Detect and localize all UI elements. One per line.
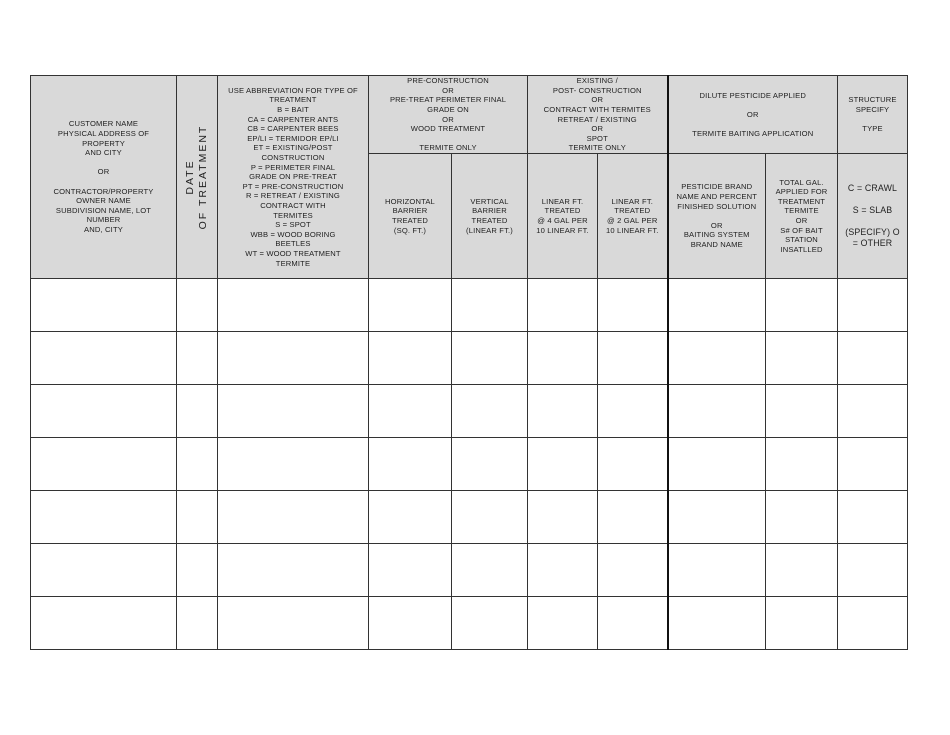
structure-type-cell[interactable] <box>838 438 908 491</box>
treatment-type-cell[interactable] <box>218 385 369 438</box>
date-cell[interactable] <box>177 597 218 650</box>
table-row <box>31 332 908 385</box>
pesticide-brand-cell[interactable] <box>668 491 766 544</box>
table-row <box>31 385 908 438</box>
customer-header-text: CUSTOMER NAME PHYSICAL ADDRESS OF PROPERTY AND CITY OR CONTRACTOR/PROPERTY OWNER NAME SUBDIVISION NAME, LOT NUMBER AND, CITY <box>53 119 154 234</box>
table-row <box>31 597 908 650</box>
date-cell[interactable] <box>177 279 218 332</box>
total-gallons-header-text: TOTAL GAL. APPLIED FOR TREATMENT TERMITE OR S# OF BAIT STATION INSATLLED <box>775 177 828 254</box>
date-header <box>177 76 218 279</box>
structure-type-cell[interactable] <box>838 385 908 438</box>
pesticide-brand-cell[interactable] <box>668 332 766 385</box>
dilute-pesticide-header <box>668 76 838 154</box>
pesticide-brand-header-text: PESTICIDE BRAND NAME AND PERCENT FINISHED SOLUTION OR BAITING SYSTEM BRAND NAME <box>676 182 757 249</box>
structure-type-cell[interactable] <box>838 491 908 544</box>
horizontal-barrier-header-text: HORIZONTAL BARRIER TREATED (SQ. FT.) <box>385 196 435 235</box>
linear-ft-2gal-header <box>598 154 668 279</box>
date-cell[interactable] <box>177 332 218 385</box>
vertical-barrier-header <box>452 154 528 279</box>
customer-cell[interactable] <box>31 438 177 491</box>
vertical-barrier-cell[interactable] <box>452 332 528 385</box>
entry-rows <box>31 279 908 650</box>
total-gallons-cell[interactable] <box>766 332 838 385</box>
linear-ft-2gal-cell[interactable] <box>598 385 668 438</box>
linear-ft-4gal-cell[interactable] <box>528 491 598 544</box>
table-row <box>31 279 908 332</box>
pesticide-brand-cell[interactable] <box>668 544 766 597</box>
pesticide-brand-cell[interactable] <box>668 385 766 438</box>
vertical-barrier-cell[interactable] <box>452 438 528 491</box>
linear-ft-4gal-header <box>528 154 598 279</box>
customer-cell[interactable] <box>31 491 177 544</box>
date-cell[interactable] <box>177 544 218 597</box>
horizontal-barrier-cell[interactable] <box>369 385 452 438</box>
customer-cell[interactable] <box>31 544 177 597</box>
vertical-barrier-cell[interactable] <box>452 385 528 438</box>
pre-construction-header-text: PRE-CONSTRUCTION OR PRE-TREAT PERIMETER FINAL GRADE ON OR WOOD TREATMENT TERMITE ONLY <box>389 76 507 153</box>
linear-ft-4gal-header-text: LINEAR FT. TREATED @ 4 GAL PER 10 LINEAR FT. <box>536 196 589 235</box>
structure-type-cell[interactable] <box>838 279 908 332</box>
linear-ft-2gal-header-text: LINEAR FT. TREATED @ 2 GAL PER 10 LINEAR FT. <box>605 196 659 235</box>
customer-cell[interactable] <box>31 385 177 438</box>
horizontal-barrier-cell[interactable] <box>369 438 452 491</box>
linear-ft-2gal-cell[interactable] <box>598 597 668 650</box>
abbreviation-header <box>218 76 369 279</box>
linear-ft-4gal-cell[interactable] <box>528 597 598 650</box>
horizontal-barrier-cell[interactable] <box>369 491 452 544</box>
linear-ft-4gal-cell[interactable] <box>528 438 598 491</box>
treatment-type-cell[interactable] <box>218 491 369 544</box>
horizontal-barrier-cell[interactable] <box>369 279 452 332</box>
abbreviation-header-text: USE ABBREVIATION FOR TYPE OF TREATMENT B = BAIT CA = CARPENTER ANTS CB = CARPENTER BEES EP/LI = TERMIDOR EP/LI ET = EXISTING/POST CONSTRUCTION P = PERIMETER FINAL GRADE ON PRE-TREAT PT = PRE-CONSTRUCTION R = RETREAT / EXISTING CONTRACT WITH TERMITES S = SPOT WBB = WOOD BORING BEETLES WT = WOOD TREATMENT TERMITE <box>228 85 358 268</box>
vertical-barrier-cell[interactable] <box>452 279 528 332</box>
linear-ft-4gal-cell[interactable] <box>528 544 598 597</box>
linear-ft-2gal-cell[interactable] <box>598 491 668 544</box>
total-gallons-header <box>766 154 838 279</box>
structure-type-cell[interactable] <box>838 544 908 597</box>
date-cell[interactable] <box>177 385 218 438</box>
vertical-barrier-cell[interactable] <box>452 544 528 597</box>
structure-types-header-text: C = CRAWL S = SLAB (SPECIFY) O = OTHER <box>845 183 900 248</box>
structure-types-header <box>838 154 908 279</box>
date-cell[interactable] <box>177 438 218 491</box>
treatment-type-cell[interactable] <box>218 597 369 650</box>
total-gallons-cell[interactable] <box>766 544 838 597</box>
customer-cell[interactable] <box>31 597 177 650</box>
treatment-type-cell[interactable] <box>218 438 369 491</box>
treatment-type-cell[interactable] <box>218 279 369 332</box>
total-gallons-cell[interactable] <box>766 597 838 650</box>
customer-cell[interactable] <box>31 332 177 385</box>
existing-header <box>528 76 668 154</box>
pesticide-brand-cell[interactable] <box>668 279 766 332</box>
total-gallons-cell[interactable] <box>766 438 838 491</box>
pesticide-brand-cell[interactable] <box>668 597 766 650</box>
horizontal-barrier-cell[interactable] <box>369 332 452 385</box>
customer-cell[interactable] <box>31 279 177 332</box>
table-row <box>31 544 908 597</box>
customer-header <box>31 76 177 279</box>
linear-ft-4gal-cell[interactable] <box>528 279 598 332</box>
horizontal-barrier-cell[interactable] <box>369 544 452 597</box>
structure-header-text: STRUCTURE SPECIFY TYPE <box>848 95 897 134</box>
linear-ft-2gal-cell[interactable] <box>598 279 668 332</box>
linear-ft-4gal-cell[interactable] <box>528 332 598 385</box>
horizontal-barrier-cell[interactable] <box>369 597 452 650</box>
vertical-barrier-cell[interactable] <box>452 491 528 544</box>
treatment-type-cell[interactable] <box>218 332 369 385</box>
table-row <box>31 491 908 544</box>
linear-ft-2gal-cell[interactable] <box>598 332 668 385</box>
dilute-pesticide-header-text: DILUTE PESTICIDE APPLIED OR TERMITE BAITING APPLICATION <box>692 90 814 138</box>
structure-header <box>838 76 908 154</box>
vertical-barrier-header-text: VERTICAL BARRIER TREATED (LINEAR FT.) <box>466 196 513 235</box>
vertical-barrier-cell[interactable] <box>452 597 528 650</box>
total-gallons-cell[interactable] <box>766 385 838 438</box>
total-gallons-cell[interactable] <box>766 491 838 544</box>
treatment-type-cell[interactable] <box>218 544 369 597</box>
horizontal-barrier-header <box>369 154 452 279</box>
date-cell[interactable] <box>177 491 218 544</box>
linear-ft-2gal-cell[interactable] <box>598 438 668 491</box>
treatment-record-table <box>30 75 908 650</box>
pesticide-brand-cell[interactable] <box>668 438 766 491</box>
structure-type-cell[interactable] <box>838 332 908 385</box>
termite-treatment-record-form <box>30 75 907 651</box>
existing-header-text: EXISTING / POST- CONSTRUCTION OR CONTRACT WITH TERMITES RETREAT / EXISTING OR SPOT TERMITE ONLY <box>543 76 651 153</box>
table-row <box>31 438 908 491</box>
total-gallons-cell[interactable] <box>766 279 838 332</box>
pesticide-brand-header <box>668 154 766 279</box>
date-header-text: DATE OF TREATMENT <box>184 124 209 230</box>
linear-ft-2gal-cell[interactable] <box>598 544 668 597</box>
structure-type-cell[interactable] <box>838 597 908 650</box>
linear-ft-4gal-cell[interactable] <box>528 385 598 438</box>
pre-construction-header <box>369 76 528 154</box>
